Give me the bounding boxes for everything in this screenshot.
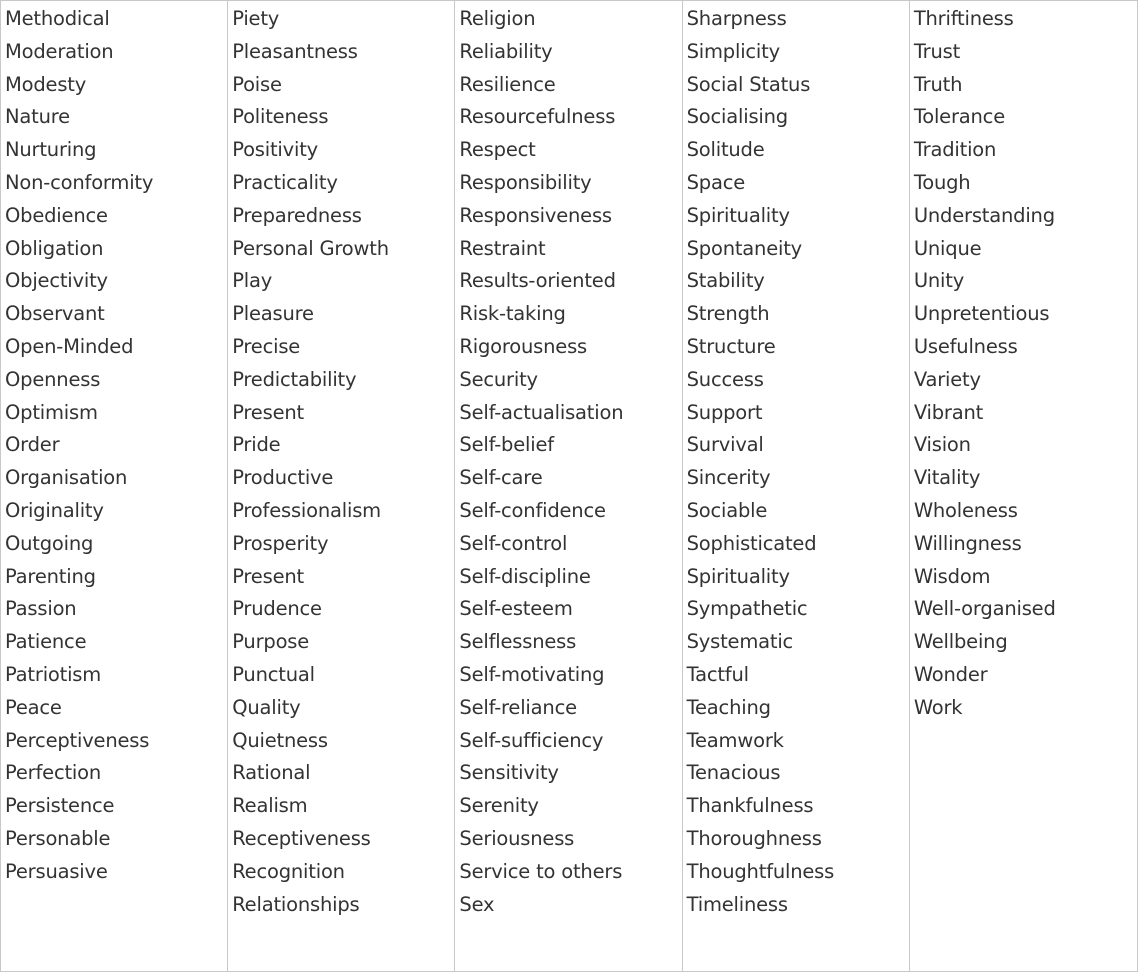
table-cell: Structure (686, 334, 776, 358)
table-cell: Thankfulness (686, 794, 814, 818)
table-cell: Play (232, 269, 273, 293)
table-cell: Quietness (232, 728, 328, 752)
table-cell: Teaching (686, 695, 771, 719)
table-cell: Respect (459, 138, 536, 162)
table-cell: Parenting (5, 564, 96, 588)
table-cell: Survival (686, 433, 764, 457)
table-cell: Order (5, 433, 60, 457)
table-cell: Stability (686, 269, 765, 293)
table-cell: Vision (913, 433, 971, 457)
table-cell: Social Status (686, 72, 811, 96)
table-cell: Productive (232, 466, 334, 490)
table-cell: Serenity (459, 794, 539, 818)
table-cell: Support (686, 400, 763, 424)
table-cell: Trust (913, 39, 961, 63)
table-cell: Wisdom (913, 564, 991, 588)
table-cell: Simplicity (686, 39, 780, 63)
column-1 (1, 1, 228, 971)
table-cell: Reliability (459, 39, 553, 63)
table-cell: Resourcefulness (459, 105, 616, 129)
table-cell: Well-organised (913, 597, 1056, 621)
table-cell: Pride (232, 433, 281, 457)
table-cell: Realism (232, 794, 308, 818)
table-cell: Tradition (913, 138, 997, 162)
table-cell: Thoughtfulness (686, 859, 835, 883)
table-cell: Seriousness (459, 826, 575, 850)
table-cell: Service to others (459, 859, 623, 883)
table-cell: Wellbeing (913, 630, 1008, 654)
table-cell: Responsibility (459, 170, 592, 194)
table-cell: Relationships (232, 892, 360, 916)
table-cell: Vibrant (913, 400, 984, 424)
table-cell: Nurturing (5, 138, 97, 162)
table-cell: Restraint (459, 236, 546, 260)
table-cell: Security (459, 367, 538, 391)
table-cell: Self-confidence (459, 498, 606, 522)
table-cell: Non-conformity (5, 170, 154, 194)
table-cell: Precise (232, 334, 301, 358)
table-cell: Selflessness (459, 630, 577, 654)
table-cell: Personable (5, 826, 111, 850)
table-cell: Poise (232, 72, 282, 96)
table-cell: Sincerity (686, 466, 771, 490)
table-cell: Resilience (459, 72, 556, 96)
table-cell: Obedience (5, 203, 108, 227)
table-cell: Success (686, 367, 764, 391)
table-cell: Sympathetic (686, 597, 808, 621)
column-5 (910, 1, 1137, 971)
table-cell: Willingness (913, 531, 1022, 555)
table-cell: Strength (686, 302, 770, 326)
table-cell: Work (913, 695, 963, 719)
table-cell: Patience (5, 630, 87, 654)
table-cell: Sex (459, 892, 495, 916)
table-cell: Observant (5, 302, 105, 326)
table-cell: Predictability (232, 367, 357, 391)
table-cell: Wonder (913, 662, 988, 686)
table-cell: Rational (232, 761, 311, 785)
table-cell: Originality (5, 498, 104, 522)
table-cell: Timeliness (686, 892, 788, 916)
table-cell: Self-reliance (459, 695, 577, 719)
table-cell: Pleasure (232, 302, 314, 326)
table-cell: Obligation (5, 236, 104, 260)
table-cell: Rigorousness (459, 334, 587, 358)
table-cell: Solitude (686, 138, 765, 162)
table-cell: Persuasive (5, 859, 108, 883)
table-cell: Persistence (5, 794, 115, 818)
table-cell: Space (686, 170, 746, 194)
table-cell: Receptiveness (232, 826, 371, 850)
table-cell: Quality (232, 695, 301, 719)
table-cell: Practicality (232, 170, 338, 194)
table-cell: Tough (913, 170, 971, 194)
table-cell: Thoroughness (686, 826, 822, 850)
table-cell: Variety (913, 367, 981, 391)
table-cell: Tenacious (686, 761, 781, 785)
table-cell: Open-Minded (5, 334, 134, 358)
table-cell: Self-sufficiency (459, 728, 604, 752)
table-cell: Understanding (913, 203, 1055, 227)
table-cell: Prudence (232, 597, 322, 621)
table-cell: Self-belief (459, 433, 554, 457)
column-2 (228, 1, 455, 971)
table-cell: Usefulness (913, 334, 1018, 358)
table-cell: Moderation (5, 39, 114, 63)
table-cell: Piety (232, 7, 280, 30)
table-cell: Self-esteem (459, 597, 573, 621)
table-cell: Self-actualisation (459, 400, 624, 424)
table-cell: Present (232, 400, 304, 424)
table-cell: Perceptiveness (5, 728, 150, 752)
table-cell: Socialising (686, 105, 788, 129)
table-cell: Religion (459, 7, 536, 30)
table-cell: Spontaneity (686, 236, 803, 260)
table-cell: Thriftiness (913, 7, 1014, 30)
table-cell: Risk-taking (459, 302, 566, 326)
table-cell: Present (232, 564, 304, 588)
table-cell: Wholeness (913, 498, 1018, 522)
table-cell: Systematic (686, 630, 794, 654)
table-cell: Personal Growth (232, 236, 389, 260)
table-cell: Preparedness (232, 203, 362, 227)
table-cell: Passion (5, 597, 77, 621)
table-cell: Sophisticated (686, 531, 817, 555)
column-4 (683, 1, 910, 971)
table-cell: Self-motivating (459, 662, 605, 686)
table-cell: Objectivity (5, 269, 108, 293)
table-cell: Pleasantness (232, 39, 358, 63)
table-cell: Spirituality (686, 203, 790, 227)
table-cell: Vitality (913, 466, 981, 490)
table-cell: Tactful (686, 662, 749, 686)
table-cell: Perfection (5, 761, 102, 785)
table-cell: Optimism (5, 400, 98, 424)
table-cell: Prosperity (232, 531, 329, 555)
table-cell: Self-discipline (459, 564, 591, 588)
table-cell: Punctual (232, 662, 315, 686)
table-cell: Politeness (232, 105, 329, 129)
table-cell: Recognition (232, 859, 345, 883)
table-cell: Outgoing (5, 531, 94, 555)
table-cell: Teamwork (686, 728, 784, 752)
column-3 (455, 1, 682, 971)
table-cell: Unpretentious (913, 302, 1050, 326)
table-cell: Truth (913, 72, 963, 96)
table-cell: Unity (913, 269, 965, 293)
table-cell: Organisation (5, 466, 128, 490)
table-cell: Sociable (686, 498, 768, 522)
table-cell: Tolerance (913, 105, 1005, 129)
table-cell: Sharpness (686, 7, 787, 30)
table-cell: Methodical (5, 7, 110, 30)
table-cell: Nature (5, 105, 70, 129)
table-cell: Self-control (459, 531, 568, 555)
table-cell: Openness (5, 367, 101, 391)
table-cell: Purpose (232, 630, 310, 654)
table-cell: Positivity (232, 138, 318, 162)
table-cell: Patriotism (5, 662, 102, 686)
table-cell: Modesty (5, 72, 87, 96)
table-cell: Spirituality (686, 564, 790, 588)
table-cell: Peace (5, 695, 62, 719)
table-cell: Unique (913, 236, 982, 260)
table-cell: Professionalism (232, 498, 381, 522)
table-cell: Self-care (459, 466, 543, 490)
table-cell: Responsiveness (459, 203, 612, 227)
table-cell: Results-oriented (459, 269, 616, 293)
table-cell: Sensitivity (459, 761, 559, 785)
